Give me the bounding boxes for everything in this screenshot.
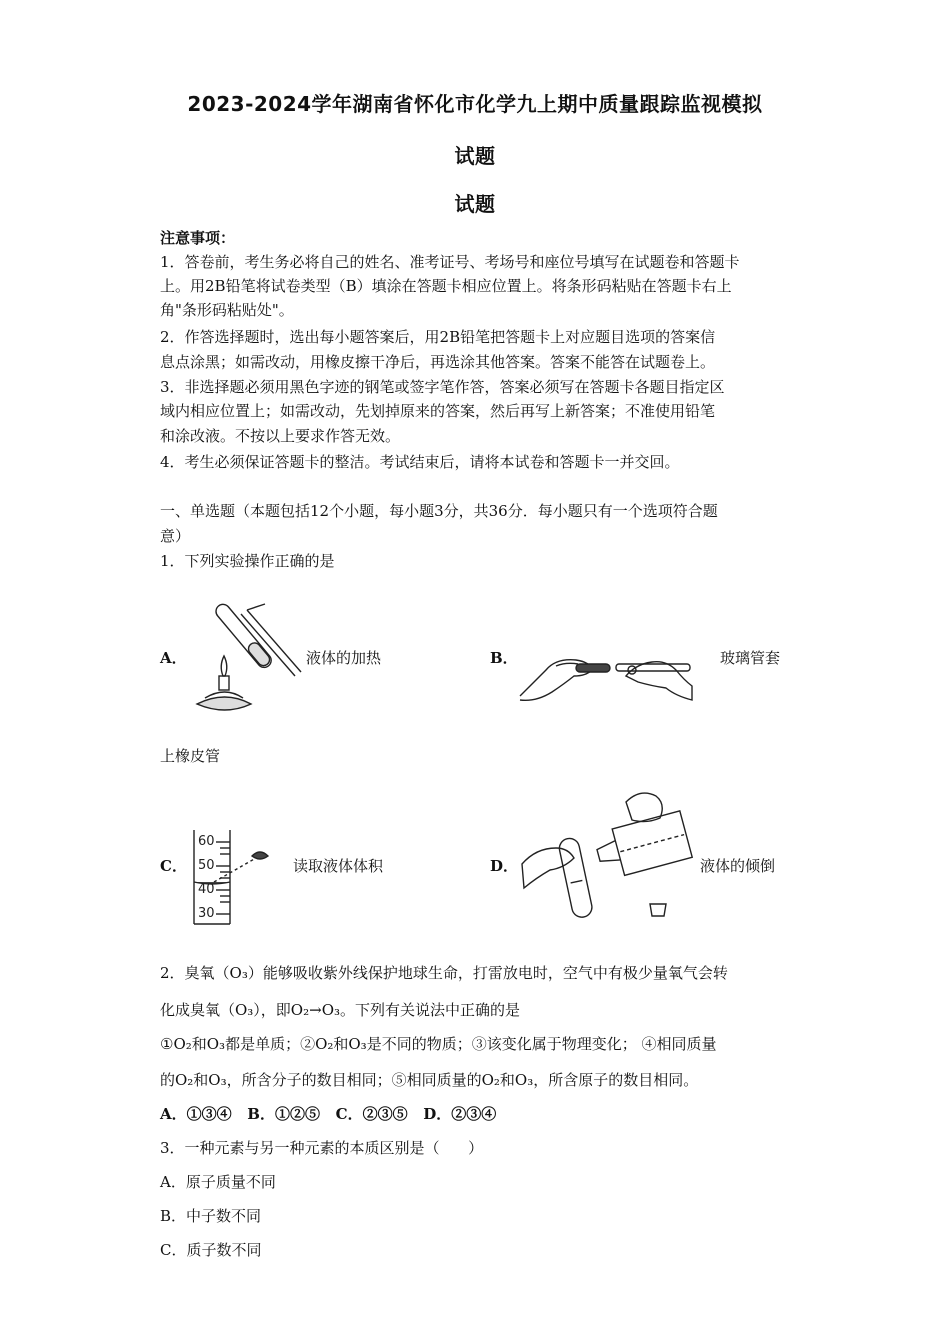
notice-line: 角"条形码粘贴处"。 [160,301,294,319]
notice-line: 域内相应位置上；如需改动，先划掉原来的答案，然后再写上新答案；不准使用铅笔 [160,402,716,420]
notice-line: 上。用2B铅笔将试卷类型（B）填涂在答题卡相应位置上。将条形码粘贴在答题卡右上 [160,277,732,295]
test-tube-heating-icon [185,596,305,716]
question-2-line: 2．臭氧（O₃）能够吸收紫外线保护地球生命，打雷放电时，空气中有极少量氧气会转 [160,964,728,982]
page-title-line1: 2023-2024学年湖南省怀化市化学九上期中质量跟踪监视模拟 [187,92,763,116]
question-3-option: C．质子数不同 [160,1241,262,1259]
notice-line: 1．答卷前，考生务必将自己的姓名、准考证号、考场号和座位号填写在试题卷和答题卡 [160,253,740,271]
notice-line: 息点涂黑；如需改动，用橡皮擦干净后，再选涂其他答案。答案不能答在试题卷上。 [160,353,716,371]
question-1-stem: 1．下列实验操作正确的是 [160,552,335,570]
option-c-label: C． [160,857,187,875]
notice-line: 4．考生必须保证答题卡的整洁。考试结束后，请将本试卷和答题卡一并交回。 [160,453,680,471]
question-3-stem: 3．一种元素与另一种元素的本质区别是（ ） [160,1139,484,1157]
cylinder-tick-50: 50 [198,858,215,873]
notice-line: 2．作答选择题时，选出每小题答案后，用2B铅笔把答题卡上对应题目选项的答案信 [160,328,716,346]
option-c-caption: 读取液体体积 [293,857,384,875]
page-title-line3: 试题 [454,192,496,216]
option-b-label: B． [490,649,518,667]
section-heading: 一、单选题（本题包括12个小题，每小题3分，共36分．每小题只有一个选项符合题 [160,502,718,520]
cylinder-tick-60: 60 [198,834,215,849]
notice-line: 3．非选择题必须用黑色字迹的钢笔或签字笔作答，答案必须写在答题卡各题目指定区 [160,378,725,396]
option-d-label: D． [490,857,519,875]
question-2-choices: A．①③④ B．①②⑤ C．②③⑤ D．②③④ [160,1105,497,1123]
pouring-liquid-icon [516,778,696,928]
notice-line: 和涂改液。不按以上要求作答无效。 [160,427,401,445]
question-3-option: B．中子数不同 [160,1207,262,1225]
question-2-line: ①O₂和O₃都是单质；②O₂和O₃是不同的物质；③该变化属于物理变化； ④相同质量 [160,1035,717,1053]
option-a-label: A． [160,649,187,667]
cylinder-tick-30: 30 [198,906,215,921]
option-b-caption-cont: 上橡皮管 [160,747,221,765]
question-2-line: 化成臭氧（O₃），即O₂→O₃。下列有关说法中正确的是 [160,1001,521,1019]
glass-tube-rubber-hose-icon [516,640,696,710]
question-2-line: 的O₂和O₃，所含分子的数目相同；⑤相同质量的O₂和O₃，所含原子的数目相同。 [160,1071,699,1089]
graduated-cylinder-reading-icon [190,828,280,928]
section-heading-cont: 意） [160,527,191,545]
question-3-option: A．原子质量不同 [160,1173,276,1191]
notice-heading: 注意事项： [160,229,236,247]
option-a-caption: 液体的加热 [306,649,382,667]
page-title-line2: 试题 [454,144,496,168]
option-b-caption: 玻璃管套 [720,649,781,667]
cylinder-tick-40: 40 [198,882,215,897]
option-d-caption: 液体的倾倒 [700,857,776,875]
